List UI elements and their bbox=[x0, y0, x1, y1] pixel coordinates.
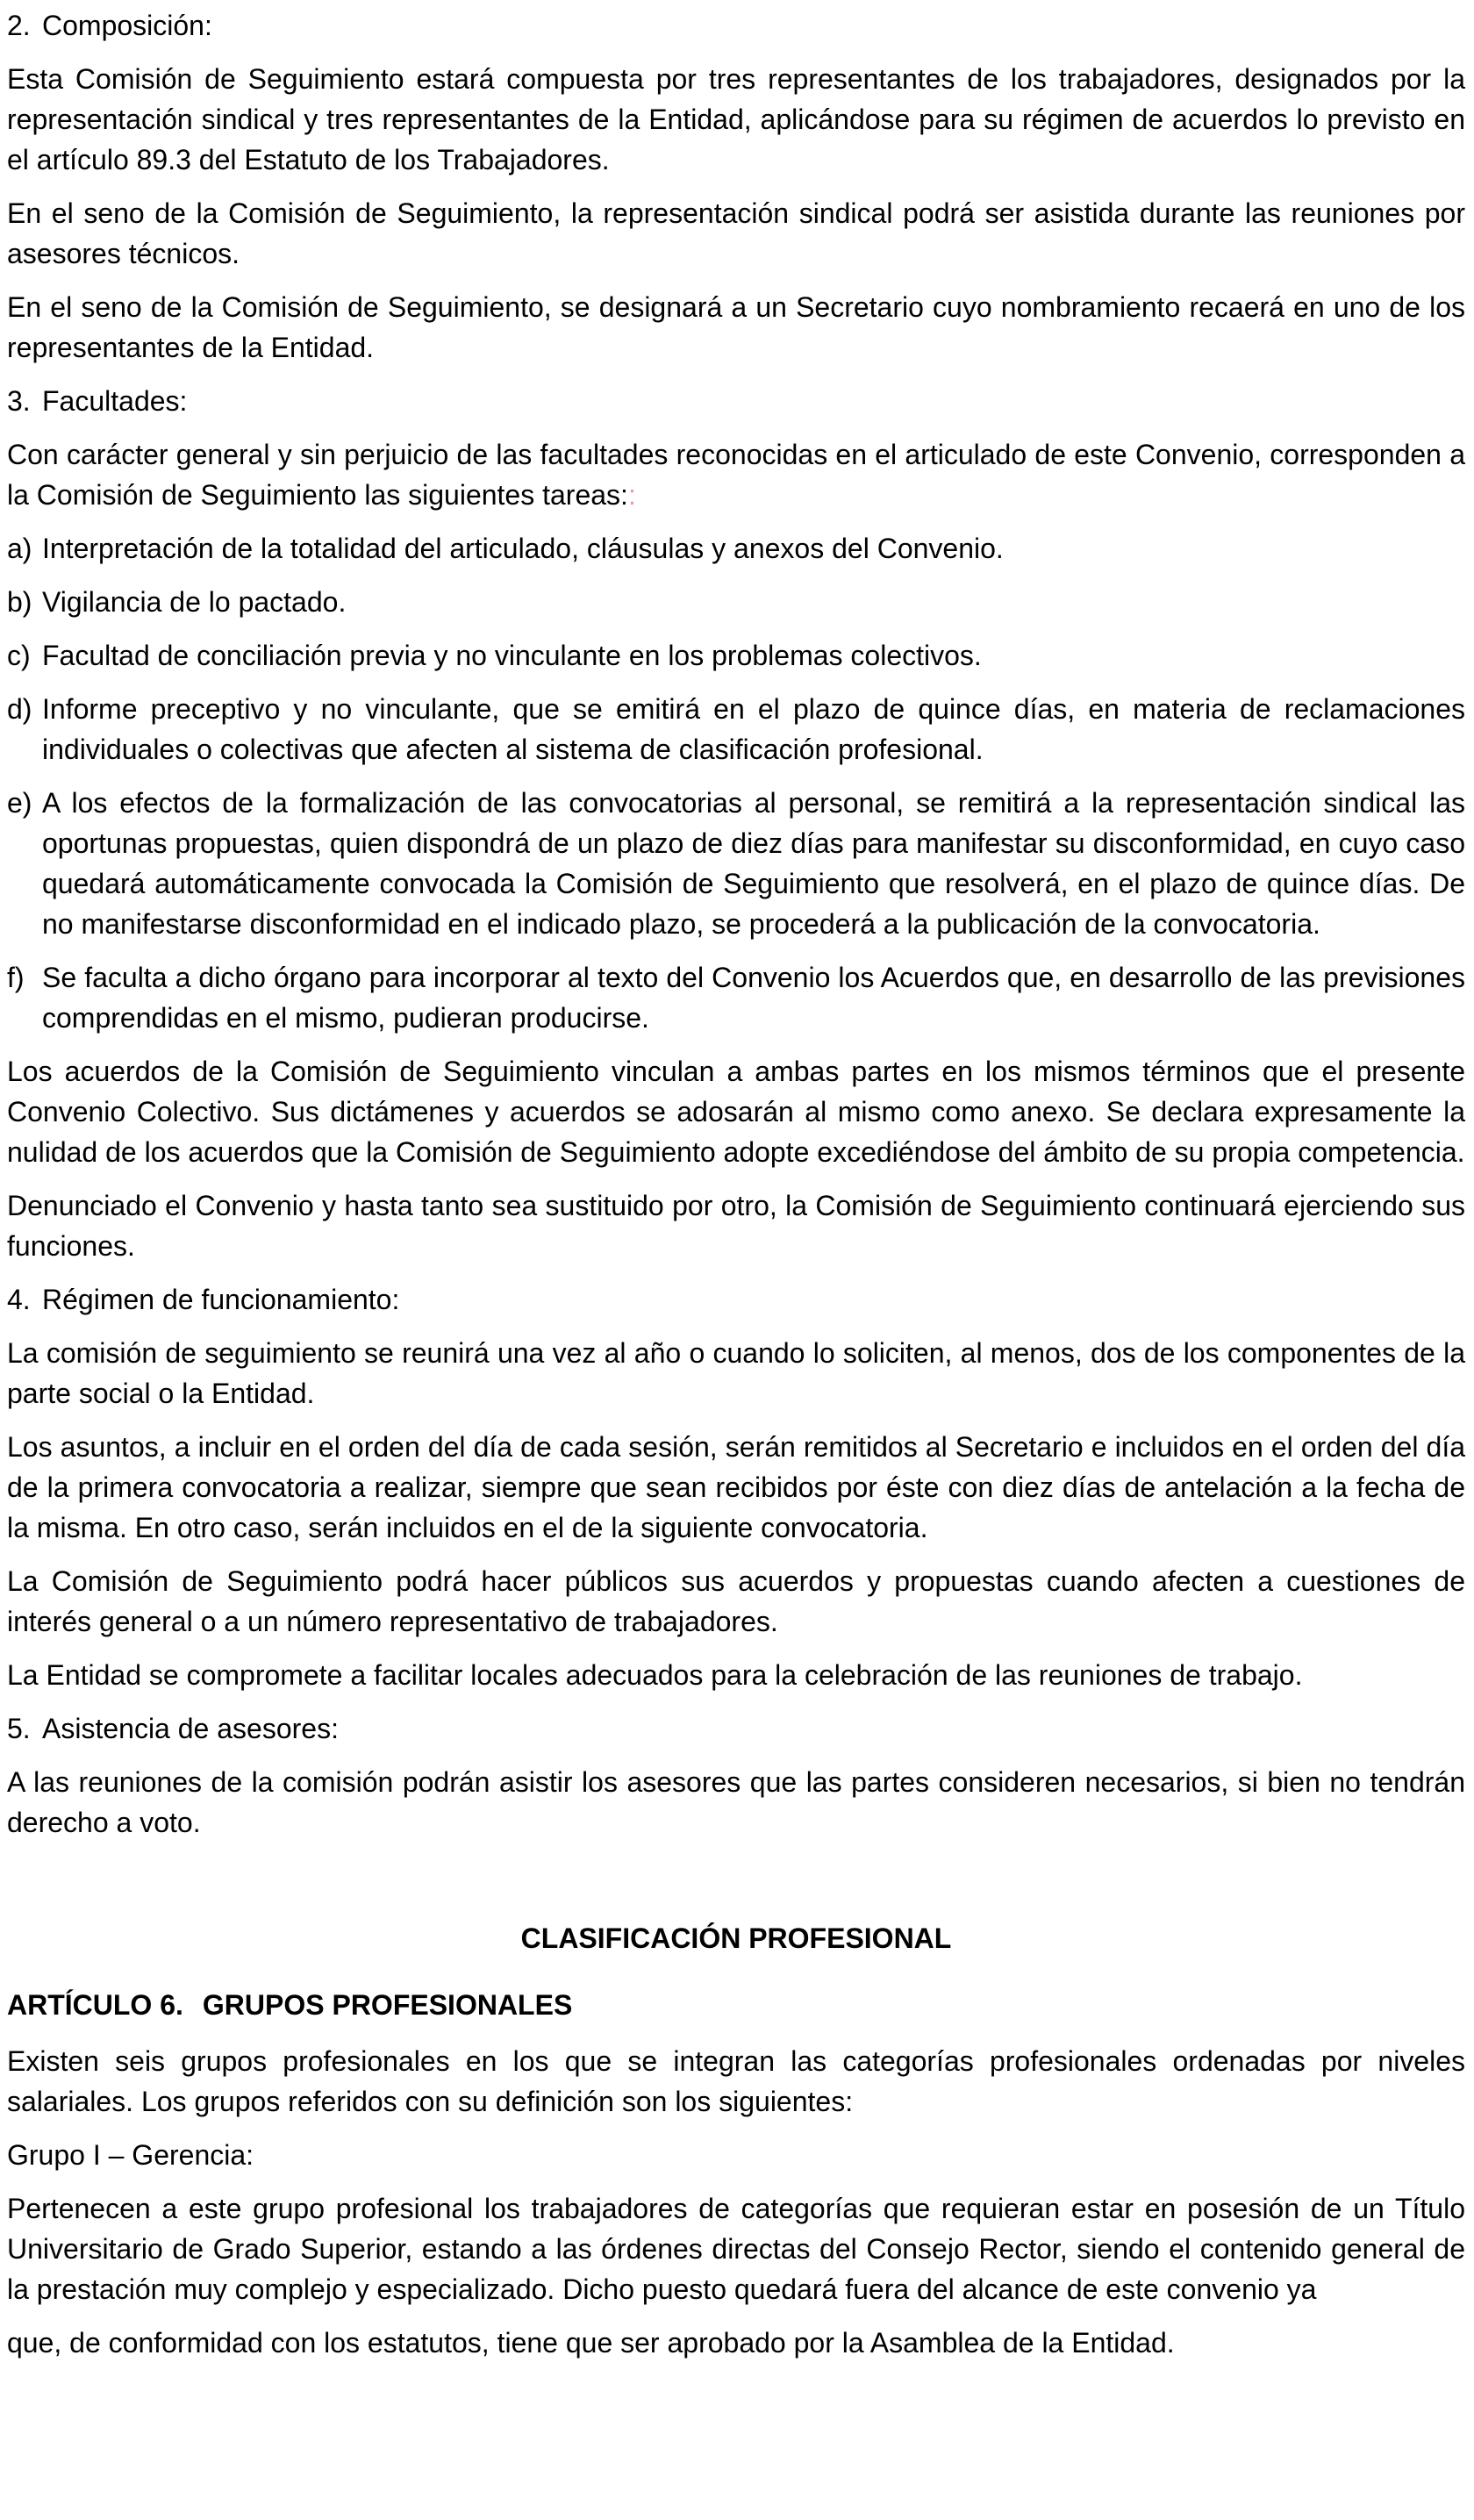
section-number: 5. bbox=[7, 1713, 31, 1744]
section-title: Régimen de funcionamiento: bbox=[42, 1284, 400, 1315]
paragraph-grupos-intro: Existen seis grupos profesionales en los que se integran las categorías profesionales ordenadas por niveles salariales. Los grupos referidos con su definición son los siguientes: bbox=[7, 2045, 1465, 2117]
paragraph-facultades-intro bbox=[7, 434, 1465, 515]
paragraph-text: Con carácter general y sin perjuicio de las facultades reconocidas en el articulado de este Convenio, corresponden a la Comisión de Seguimiento las siguientes tareas: bbox=[7, 439, 1465, 511]
list-item-text: Se faculta a dicho órgano para incorporar al texto del Convenio los Acuerdos que, en desarrollo de las previsiones comprendidas en el mismo, pudieran producirse. bbox=[42, 962, 1465, 1034]
paragraph-grupo-1-definicion: Pertenecen a este grupo profesional los trabajadores de categorías que requieran estar en posesión de un Título Universitario de Grado Superior, estando a las órdenes directas del Consejo Rector, siendo el contenido general de la prestación muy complejo y especializado. Dicho puesto quedará fuera del alcance de este convenio ya bbox=[7, 2193, 1465, 2305]
section-heading-asistencia bbox=[7, 1708, 1465, 1749]
paragraph-regimen-4: La Entidad se compromete a facilitar locales adecuados para la celebración de las reuniones de trabajo. bbox=[7, 1659, 1303, 1691]
section-title: Asistencia de asesores: bbox=[42, 1713, 339, 1744]
list-marker: f) bbox=[7, 962, 25, 993]
list-item-text: A los efectos de la formalización de las convocatorias al personal, se remitirá a la representación sindical las oportunas propuestas, quien dispondrá de un plazo de diez días para manifestar su disconformidad, en cuyo caso quedará automáticamente convocada la Comisión de Seguimiento que resolverá, en el plazo de quince días. De no manifestarse disconformidad en el indicado plazo, se procederá a la publicación de la convocatoria. bbox=[42, 787, 1465, 940]
list-item-e bbox=[7, 783, 1465, 944]
paragraph-asistencia: A las reuniones de la comisión podrán asistir los asesores que las partes consideren necesarios, si bien no tendrán derecho a voto. bbox=[7, 1766, 1465, 1838]
list-item-a bbox=[7, 528, 1465, 569]
section-heading-regimen bbox=[7, 1279, 1465, 1320]
list-item-text: Vigilancia de lo pactado. bbox=[42, 586, 347, 618]
list-marker: c) bbox=[7, 640, 31, 671]
paragraph-regimen-2: Los asuntos, a incluir en el orden del día de cada sesión, serán remitidos al Secretario e incluidos en el orden del día de la primera convocatoria a realizar, siempre que sean recibidos por éste con diez días de antelación a la fecha de la misma. En otro caso, serán incluidos en el de la siguiente convocatoria. bbox=[7, 1431, 1465, 1543]
paragraph-acuerdos-vinculan: Los acuerdos de la Comisión de Seguimiento vinculan a ambas partes en los mismos términos que el presente Convenio Colectivo. Sus dictámenes y acuerdos se adosarán al mismo como anexo. Se declara expresamente la nulidad de los acuerdos que la Comisión de Seguimiento adopte excediéndose del ámbito de su propia competencia. bbox=[7, 1056, 1465, 1168]
list-item-c bbox=[7, 635, 1465, 676]
section-heading-composicion bbox=[7, 5, 1465, 46]
paragraph-grupo-1-continuacion: que, de conformidad con los estatutos, tiene que ser aprobado por la Asamblea de la Entidad. bbox=[7, 2327, 1175, 2359]
paragraph-composicion-2: En el seno de la Comisión de Seguimiento, la representación sindical podrá ser asistida durante las reuniones por asesores técnicos. bbox=[7, 197, 1465, 269]
colon-artifact: : bbox=[627, 479, 636, 511]
paragraph-composicion-1: Esta Comisión de Seguimiento estará compuesta por tres representantes de los trabajadores, designados por la representación sindical y tres representantes de la Entidad, aplicándose para su régimen de acuerdos lo previsto en el artículo 89.3 del Estatuto de los Trabajadores. bbox=[7, 63, 1465, 175]
list-item-b bbox=[7, 582, 1465, 622]
section-title: Composición: bbox=[42, 10, 212, 41]
paragraph-regimen-1: La comisión de seguimiento se reunirá una vez al año o cuando lo soliciten, al menos, dos de los componentes de la parte social o la Entidad. bbox=[7, 1337, 1465, 1409]
list-marker: b) bbox=[7, 586, 32, 618]
section-heading-facultades bbox=[7, 381, 1465, 421]
section-number: 4. bbox=[7, 1284, 31, 1315]
article-title: GRUPOS PROFESIONALES bbox=[202, 1989, 573, 2021]
list-marker: d) bbox=[7, 693, 32, 725]
list-item-f bbox=[7, 957, 1465, 1038]
paragraph-composicion-3: En el seno de la Comisión de Seguimiento, se designará a un Secretario cuyo nombramiento recaerá en uno de los representantes de la Entidad. bbox=[7, 291, 1465, 363]
paragraph-regimen-3: La Comisión de Seguimiento podrá hacer públicos sus acuerdos y propuestas cuando afecten a cuestiones de interés general o a un número representativo de trabajadores. bbox=[7, 1565, 1465, 1637]
list-marker: a) bbox=[7, 533, 32, 564]
list-item-text: Facultad de conciliación previa y no vinculante en los problemas colectivos. bbox=[42, 640, 982, 671]
section-number: 3. bbox=[7, 385, 31, 417]
article-number: ARTÍCULO 6. bbox=[7, 1989, 183, 2021]
chapter-heading-clasificacion-profesional: CLASIFICACIÓN PROFESIONAL bbox=[520, 1922, 952, 1954]
paragraph-denunciado: Denunciado el Convenio y hasta tanto sea sustituido por otro, la Comisión de Seguimiento continuará ejerciendo sus funciones. bbox=[7, 1190, 1465, 1262]
list-item-d bbox=[7, 689, 1465, 770]
list-marker: e) bbox=[7, 787, 32, 819]
grupo-1-heading: Grupo I – Gerencia: bbox=[7, 2139, 254, 2171]
section-number: 2. bbox=[7, 10, 31, 41]
article-6-heading bbox=[7, 1985, 1465, 2025]
list-item-text: Interpretación de la totalidad del articulado, cláusulas y anexos del Convenio. bbox=[42, 533, 1004, 564]
section-title: Facultades: bbox=[42, 385, 188, 417]
list-item-text: Informe preceptivo y no vinculante, que se emitirá en el plazo de quince días, en materia de reclamaciones individuales o colectivas que afecten al sistema de clasificación profesional. bbox=[42, 693, 1465, 765]
